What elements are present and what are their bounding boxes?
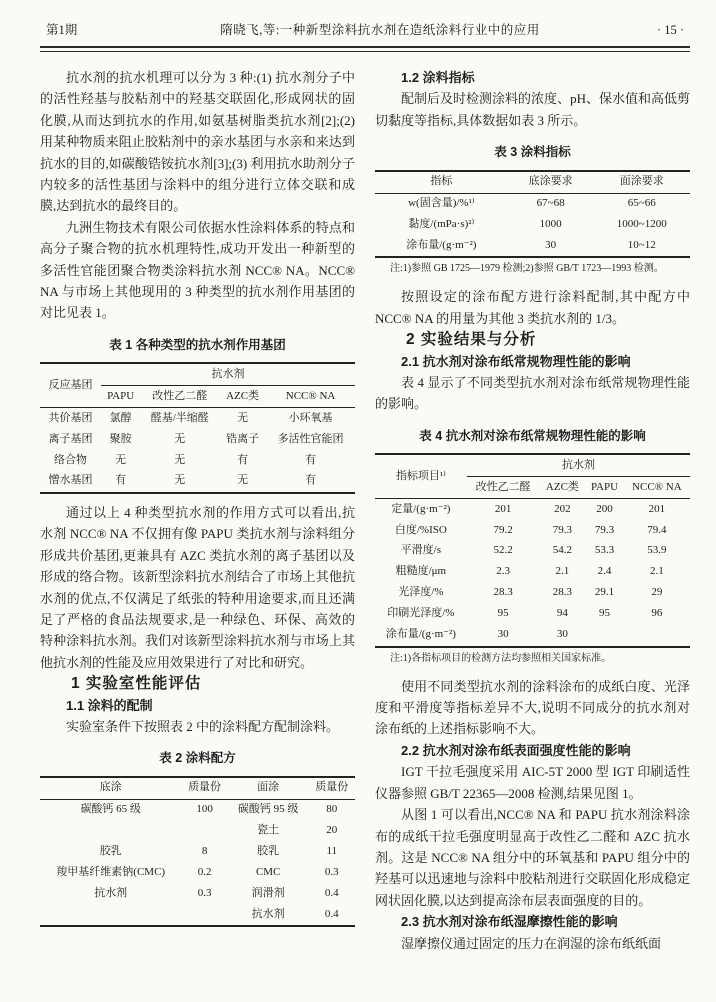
table-row (375, 604, 690, 625)
subsection-heading-2-1: 2.1 抗水剂对涂布纸常规物理性能的影响 (401, 353, 631, 369)
table-cell: 10~12 (627, 238, 656, 251)
table-cell: 抗水剂 (251, 907, 285, 920)
table-cell: 0.4 (324, 907, 339, 920)
table-cell: 白度/%ISO (394, 523, 447, 536)
table-cell: 29 (651, 586, 663, 599)
table-cell: 聚胺 (109, 432, 132, 445)
paragraph-comparison: 通过以上 4 种类型抗水剂的作用方式可以看出,抗水剂 NCC® NA 不仅拥有像 PAPU 类抗水剂与涂料组分形成共价基团,更兼具有 AZC 类抗水剂的离子基团以及形成的络合物。该新型涂料抗水剂结合了市场上其他抗水剂的优点,不仅满足了纸张的特种用途要求,而且还满足了严格的食品法规要求,是一种绿色、环保、高效的特种涂料抗水剂。我们对该新型涂料抗水剂与市场上其他抗水剂的性能及应用效果进行了对比和研究。 (40, 504, 355, 670)
table-header-cell: 面涂要求 (619, 175, 664, 188)
paragraph-table4-intro: 表 4 显示了不同类型抗水剂对涂布纸常规物理性能的影响。 (375, 375, 690, 412)
paragraph-coating-prep: 实验室条件下按照表 2 中的涂料配方配制涂料。 (66, 718, 340, 734)
table-cell: 抗水剂 (94, 886, 128, 899)
table-row (375, 520, 690, 541)
paragraph-company: 九洲生物技术有限公司依据水性涂料体系的特点和高分子聚合物的抗水机理特性,成功开发出一种新型的多活性官能团聚合物类涂料抗水剂 NCC® NA。NCC® NA 与市场上其他现用的 3 种类型的抗水剂作用基团的对比见表 1。 (40, 219, 355, 321)
table-cell (181, 821, 227, 842)
table-4-physical-properties (375, 453, 690, 647)
table-cell: 润滑剂 (251, 886, 285, 899)
table-row (40, 842, 355, 863)
table-cell: 0.4 (324, 886, 339, 899)
running-title: 隋晓飞,等:一种新型涂料抗水剂在造纸涂料行业中的应用 (220, 23, 540, 37)
left-column (40, 67, 355, 954)
journal-issue-label: 第1期 (46, 23, 78, 37)
table-cell: 有 (305, 453, 317, 466)
table-cell: 8 (201, 845, 208, 858)
table-header-cell: 改性乙二醛 (475, 480, 531, 493)
table-cell: 28.3 (552, 586, 573, 599)
table3-title: 表 3 涂料指标 (494, 145, 571, 160)
table-row (40, 471, 355, 493)
table-cell: 无 (237, 474, 249, 487)
table-cell: 0.3 (197, 886, 212, 899)
paragraph-igt-method: IGT 干拉毛强度采用 AIC-5T 2000 型 IGT 印刷适性仪器参照 GB/T 22365—2008 检测,结果见图 1。 (375, 764, 690, 801)
table-cell: 65~66 (627, 197, 656, 210)
table-cell: 29.1 (594, 586, 615, 599)
subsection-heading-1-2: 1.2 涂料指标 (401, 70, 475, 85)
table-header-cell: AZC类 (545, 480, 579, 493)
table-header-cell: 质量份 (188, 781, 222, 794)
table-row (375, 235, 690, 257)
table-header-cell: NCC® NA (632, 480, 682, 493)
page-header (40, 14, 690, 46)
table-cell: 无 (115, 453, 127, 466)
table-cell: 黏度/(mPa·s)²⁾ (408, 218, 475, 230)
page-number-label: · 15 · (656, 23, 684, 37)
table-cell: 憎水基团 (48, 474, 93, 487)
table-cell: 碳酸钙 65 级 (80, 803, 141, 816)
table-cell: 胶乳 (257, 845, 280, 858)
table-cell: 96 (651, 607, 663, 620)
table-cell: 79.2 (493, 523, 513, 536)
table-header-cell: AZC类 (226, 389, 260, 402)
right-column (375, 67, 690, 954)
table-cell: 无 (237, 411, 249, 424)
table-1-functional-groups (40, 362, 355, 494)
table-cell: 有 (305, 474, 317, 487)
table-cell: 粗糙度/μm (395, 565, 447, 578)
table-cell: 0.2 (197, 866, 212, 879)
table-cell: 碳酸钙 95 级 (237, 803, 299, 816)
paragraph-igt-result: 从图 1 可以看出,NCC® NA 和 PAPU 抗水剂涂料涂布的成纸干拉毛强度明显高于改性乙二醛和 AZC 抗水剂。这是 NCC® NA 组分中的环氧基和 PAPU 组分中的羟基可以迅速地与涂料中胶粘剂进行交联固化形成稳定网状固化膜,以达到提高涂布层表面强度的目的。 (375, 807, 690, 908)
table-row (375, 625, 690, 647)
table-cell: 2.1 (649, 565, 664, 578)
section-heading-2: 2 实验结果与分析 (406, 331, 537, 349)
table-cell: 小环氧基 (288, 411, 333, 424)
table3-note: 注:1)参照 GB 1725—1979 检测;2)参照 GB/T 1723—1993 检测。 (390, 263, 664, 275)
table-cell: 201 (648, 502, 666, 515)
table-cell: 95 (599, 607, 610, 620)
table-cell (624, 625, 690, 647)
table-cell: 多活性官能团 (277, 432, 344, 445)
table-cell: 定量/(g·m⁻²) (391, 502, 451, 515)
table-header-cell: 底涂要求 (528, 175, 573, 188)
paragraph-coating-index: 配制后及时检测涂料的浓度、pH、保水值和高低剪切黏度等指标,具体数据如表 3 所示。 (375, 91, 690, 128)
table-header-cell: 反应基团 (48, 378, 93, 391)
table-cell: 94 (556, 607, 568, 620)
table-row (40, 799, 355, 820)
subsection-heading-2-3: 2.3 抗水剂对涂布纸湿摩擦性能的影响 (401, 914, 618, 930)
header-double-rule (40, 46, 690, 52)
table-cell: 胶乳 (99, 845, 122, 858)
table-row (40, 883, 355, 904)
subsection-heading-1-1: 1.1 涂料的配制 (66, 697, 153, 713)
table-2-coating-formula (40, 776, 355, 928)
table-row (375, 499, 690, 520)
paragraph-mechanism: 抗水剂的抗水机理可以分为 3 种:(1) 抗水剂分子中的活性羟基与胶粘剂中的羟基交联固化,形成网状的固化膜,从而达到抗水的作用,如氨基树脂类抗水剂[2];(2) 用某种物质来阻止胶粘剂中的亲水基团与水亲和来达到抗水的目的,如碳酸锆铵抗水剂[3];(3) 利用抗水助剂分子内较多的活性基团与涂料中的组分进行立体交联和成膜,达到抗水的最终目的。 (40, 70, 355, 214)
table4-title: 表 4 抗水剂对涂布纸常规物理性能的影响 (419, 428, 646, 443)
table-cell: 无 (174, 453, 186, 466)
table-cell: 络合物 (53, 453, 87, 466)
table-group-header: 抗水剂 (101, 363, 355, 385)
table-row (375, 193, 690, 214)
table-cell: 201 (494, 502, 512, 515)
table-cell: 200 (596, 502, 613, 515)
table-row (375, 583, 690, 604)
table-cell (40, 904, 181, 926)
table-cell: 53.9 (647, 544, 667, 557)
table-header-cell: 质量份 (315, 781, 349, 794)
table-cell (40, 821, 181, 842)
table-cell: 羧甲基纤维素钠(CMC) (56, 866, 166, 879)
table-cell: 54.2 (552, 544, 573, 557)
paragraph-wet-rub: 湿摩擦仪通过固定的压力在润湿的涂布纸纸面 (401, 935, 662, 951)
table-row (375, 541, 690, 562)
table-cell: 202 (554, 502, 571, 515)
table-cell: 52.2 (493, 544, 513, 557)
table-row (40, 408, 355, 429)
table-cell: 有 (237, 453, 249, 466)
table-cell: 67~68 (536, 197, 565, 210)
table-row (375, 562, 690, 583)
table-group-header: 抗水剂 (467, 454, 690, 476)
table-cell: 2.3 (496, 565, 510, 578)
table-header-cell: 改性乙二醛 (152, 389, 208, 402)
table-cell: 瓷土 (257, 824, 280, 837)
table-cell: 平滑度/s (400, 544, 442, 557)
table-cell: 共价基团 (48, 411, 93, 424)
table-cell: 100 (196, 803, 213, 816)
table-cell: 印刷光泽度/% (387, 607, 455, 620)
table-cell: 30 (497, 628, 509, 641)
table-header-cell: PAPU (590, 480, 619, 493)
table-cell: 11 (326, 845, 338, 858)
table1-title: 表 1 各种类型的抗水剂作用基团 (109, 337, 286, 352)
table-cell: 79.3 (552, 523, 573, 536)
table-cell: 无 (174, 432, 186, 445)
table-cell: 80 (326, 803, 338, 816)
table-row (40, 863, 355, 884)
table-cell: CMC (255, 866, 281, 879)
table-row (40, 821, 355, 842)
table-header-cell: 底涂 (99, 781, 122, 794)
table-cell: 1000 (539, 218, 562, 230)
table-row (40, 429, 355, 450)
subsection-heading-2-2: 2.2 抗水剂对涂布纸表面强度性能的影响 (401, 742, 631, 758)
table-header-cell: 指标项目¹⁾ (395, 469, 446, 482)
table-cell: 1000~1200 (616, 218, 667, 230)
two-column-body (40, 67, 690, 954)
table-cell: 醛基/半缩醛 (150, 411, 209, 424)
table-header-cell: 指标 (430, 175, 453, 188)
table-header-cell: PAPU (107, 389, 135, 402)
table-cell: 有 (115, 474, 127, 487)
table-row (375, 215, 690, 236)
table2-title: 表 2 涂料配方 (159, 751, 236, 766)
table-cell: 95 (497, 607, 509, 620)
table4-note: 注:1)各指标项目的检测方法均参照相关国家标准。 (390, 652, 612, 664)
table-cell: 锆离子 (226, 432, 260, 445)
table-3-coating-index (375, 170, 690, 259)
table-cell: 氯醇 (109, 411, 132, 424)
table-cell (585, 625, 623, 647)
table-cell: 光泽度/% (398, 586, 444, 599)
table-cell: 28.3 (493, 586, 513, 599)
table-cell: 2.4 (597, 565, 612, 578)
table-header-cell: 面涂 (257, 781, 280, 794)
table-cell: 30 (545, 238, 557, 251)
paragraph-analysis-table4: 使用不同类型抗水剂的涂料涂布的成纸白度、光泽度和平滑度等指标差异不大,说明不同成分的抗水剂对涂布纸的上述指标影响不大。 (375, 678, 690, 737)
table-cell: 2.1 (555, 565, 570, 578)
table-cell: 涂布量/(g·m⁻²) (385, 628, 456, 641)
table-cell: 离子基团 (48, 432, 93, 445)
paragraph-dosage: 按照设定的涂布配方进行涂料配制,其中配方中 NCC® NA 的用量为其他 3 类抗水剂的 1/3。 (375, 289, 690, 326)
table-header-cell: NCC® NA (285, 389, 336, 402)
table-cell: 53.3 (594, 544, 615, 557)
section-heading-1: 1 实验室性能评估 (71, 675, 202, 693)
table-row (40, 904, 355, 926)
table-cell: 79.4 (647, 523, 667, 536)
table-cell: 30 (556, 628, 568, 641)
table-cell (181, 904, 227, 926)
table-row (40, 450, 355, 471)
table-cell: 无 (174, 474, 186, 487)
table-cell: w(固含量)/%¹⁾ (408, 197, 475, 210)
table-cell: 20 (326, 824, 338, 837)
table-cell: 79.3 (594, 523, 615, 536)
table-cell: 涂布量/(g·m⁻²) (406, 238, 477, 251)
table-cell: 0.3 (324, 866, 339, 879)
